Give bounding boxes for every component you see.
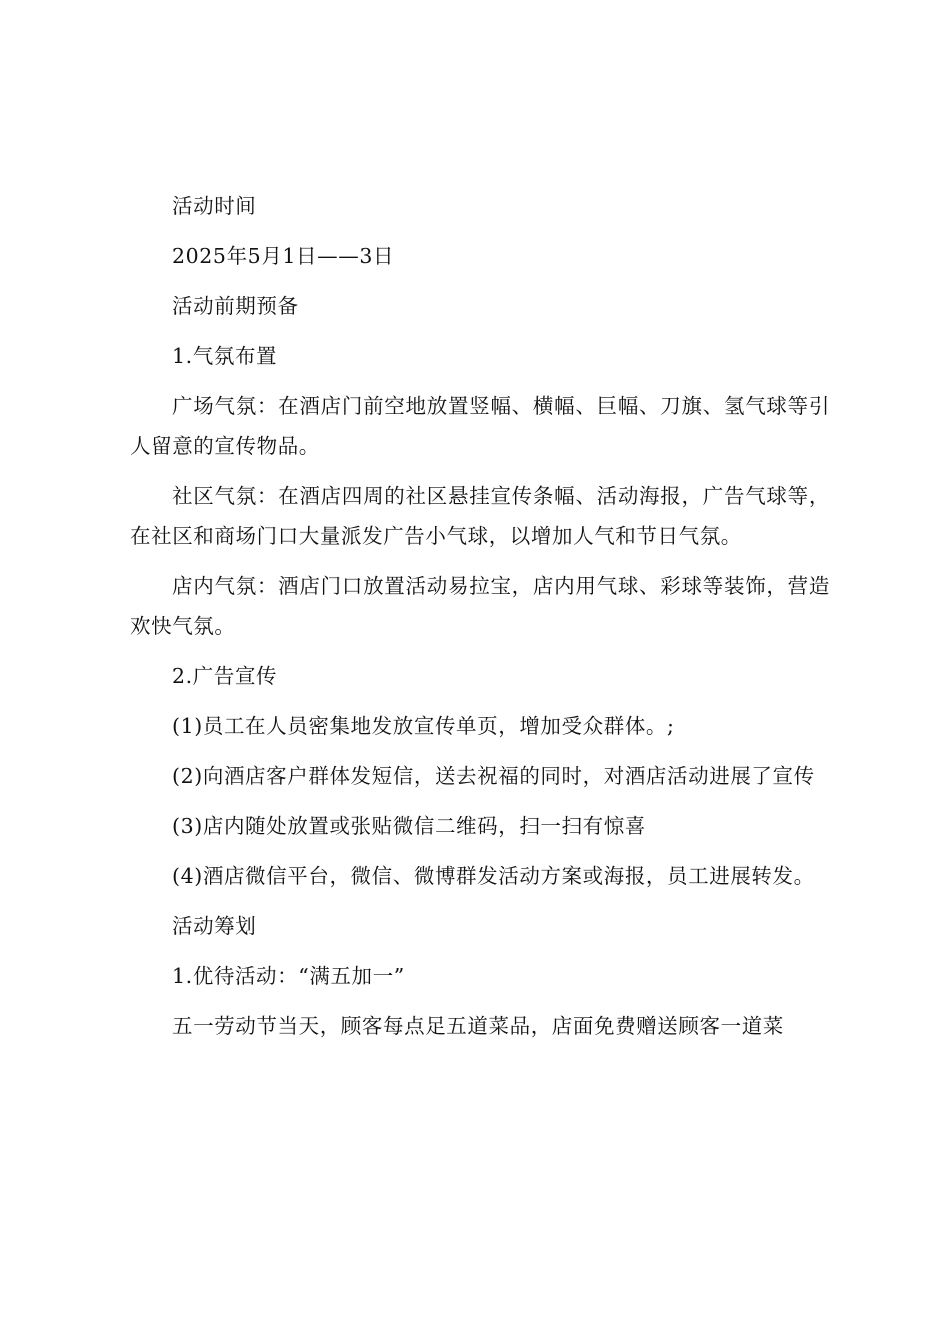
list-item-3: (3)店内随处放置或张贴微信二维码，扫一扫有惊喜 [172,814,646,838]
document-body [130,186,830,1046]
subheading-promotion: 1.优待活动：“满五加一” [172,964,405,988]
paragraph-community-atmosphere: 社区气氛：在酒店四周的社区悬挂宣传条幅、活动海报，广告气球等，在社区和商场门口大量派发广告小气球，以增加人气和节日气氛。 [130,484,830,548]
heading-preparation: 活动前期预备 [172,294,299,318]
list-item-4: (4)酒店微信平台，微信、微博群发活动方案或海报，员工进展转发。 [172,864,815,888]
activity-date: 2025年5月1日——3日 [172,244,395,268]
list-item-2: (2)向酒店客户群体发短信，送去祝福的同时，对酒店活动进展了宣传 [172,764,815,788]
list-item-1: (1)员工在人员密集地发放宣传单页，增加受众群体。; [172,714,675,738]
heading-activity-time: 活动时间 [172,194,257,218]
subheading-atmosphere: 1.气氛布置 [172,344,278,368]
paragraph-promotion-detail: 五一劳动节当天，顾客每点足五道菜品，店面免费赠送顾客一道菜 [172,1014,784,1038]
heading-planning: 活动筹划 [172,914,257,938]
paragraph-square-atmosphere: 广场气氛：在酒店门前空地放置竖幅、横幅、巨幅、刀旗、氢气球等引人留意的宣传物品。 [130,394,830,458]
subheading-advertising: 2.广告宣传 [172,664,278,688]
paragraph-store-atmosphere: 店内气氛：酒店门口放置活动易拉宝，店内用气球、彩球等装饰，营造欢快气氛。 [130,574,830,638]
